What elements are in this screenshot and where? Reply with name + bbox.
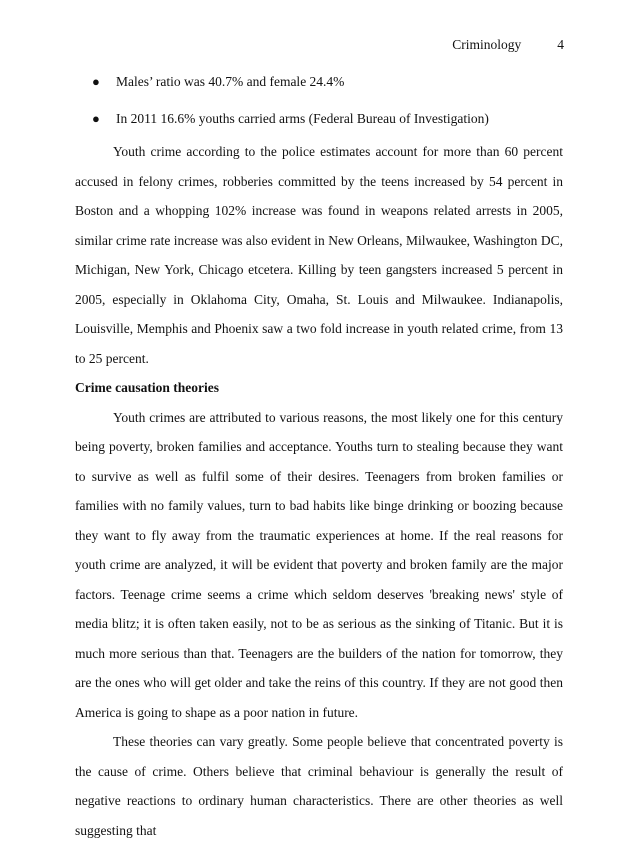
- bullet-icon: ●: [92, 111, 100, 126]
- running-head: [452, 37, 564, 53]
- bullet-text: In 2011 16.6% youths carried arms (Federal Bureau of Investigation): [116, 111, 489, 126]
- list-item: [92, 72, 572, 92]
- bullet-icon: ●: [92, 74, 100, 89]
- bullet-text: Males’ ratio was 40.7% and female 24.4%: [116, 74, 345, 89]
- paragraph-crime-causes: Youth crimes are attributed to various reasons, the most likely one for this century being poverty, broken families and acceptance. Youths turn to stealing because they want to survive as well as fulfil some of their desires. Teenagers from broken families or families with no family values, turn to bad habits like binge drinking or boozing because they want to fly away from the traumatic experiences at home. If the real reasons for youth crime are analyzed, it will be evident that poverty and broken family are the major factors. Teenage crime seems a crime which seldom deserves 'breaking news' style of media blitz; it is often taken easily, not to be as serious as the sinking of Titanic. But it is much more serious than that. Teenagers are the builders of the nation for tomorrow, they are the ones who will get older and take the reins of this country. If they are not good then America is going to shape as a poor nation in future.: [75, 409, 563, 720]
- running-title: Criminology: [452, 37, 522, 52]
- body-text: [75, 137, 563, 845]
- paragraph-theories: These theories can vary greatly. Some people believe that concentrated poverty is the cause of crime. Others believe that criminal behaviour is generally the result of negative reactions to ordinary human characteristics. There are other theories as well suggesting that: [75, 734, 563, 838]
- section-heading: Crime causation theories: [75, 380, 219, 395]
- list-item: [92, 109, 572, 129]
- page-number: 4: [557, 37, 564, 52]
- statistics-bullet-list: [92, 72, 572, 146]
- paragraph-youth-crime-statistics: Youth crime according to the police estimates account for more than 60 percent accused in felony crimes, robberies committed by the teens increased by 54 percent in Boston and a whopping 102% increase was found in weapons related arrests in 2005, similar crime rate increase was also evident in New Orleans, Milwaukee, Washington DC, Michigan, New York, Chicago etcetera. Killing by teen gangsters increased 5 percent in 2005, especially in Oklahoma City, Omaha, St. Louis and Milwaukee. Indianapolis, Louisville, Memphis and Phoenix saw a two fold increase in youth related crime, from 13 to 25 percent.: [75, 144, 563, 366]
